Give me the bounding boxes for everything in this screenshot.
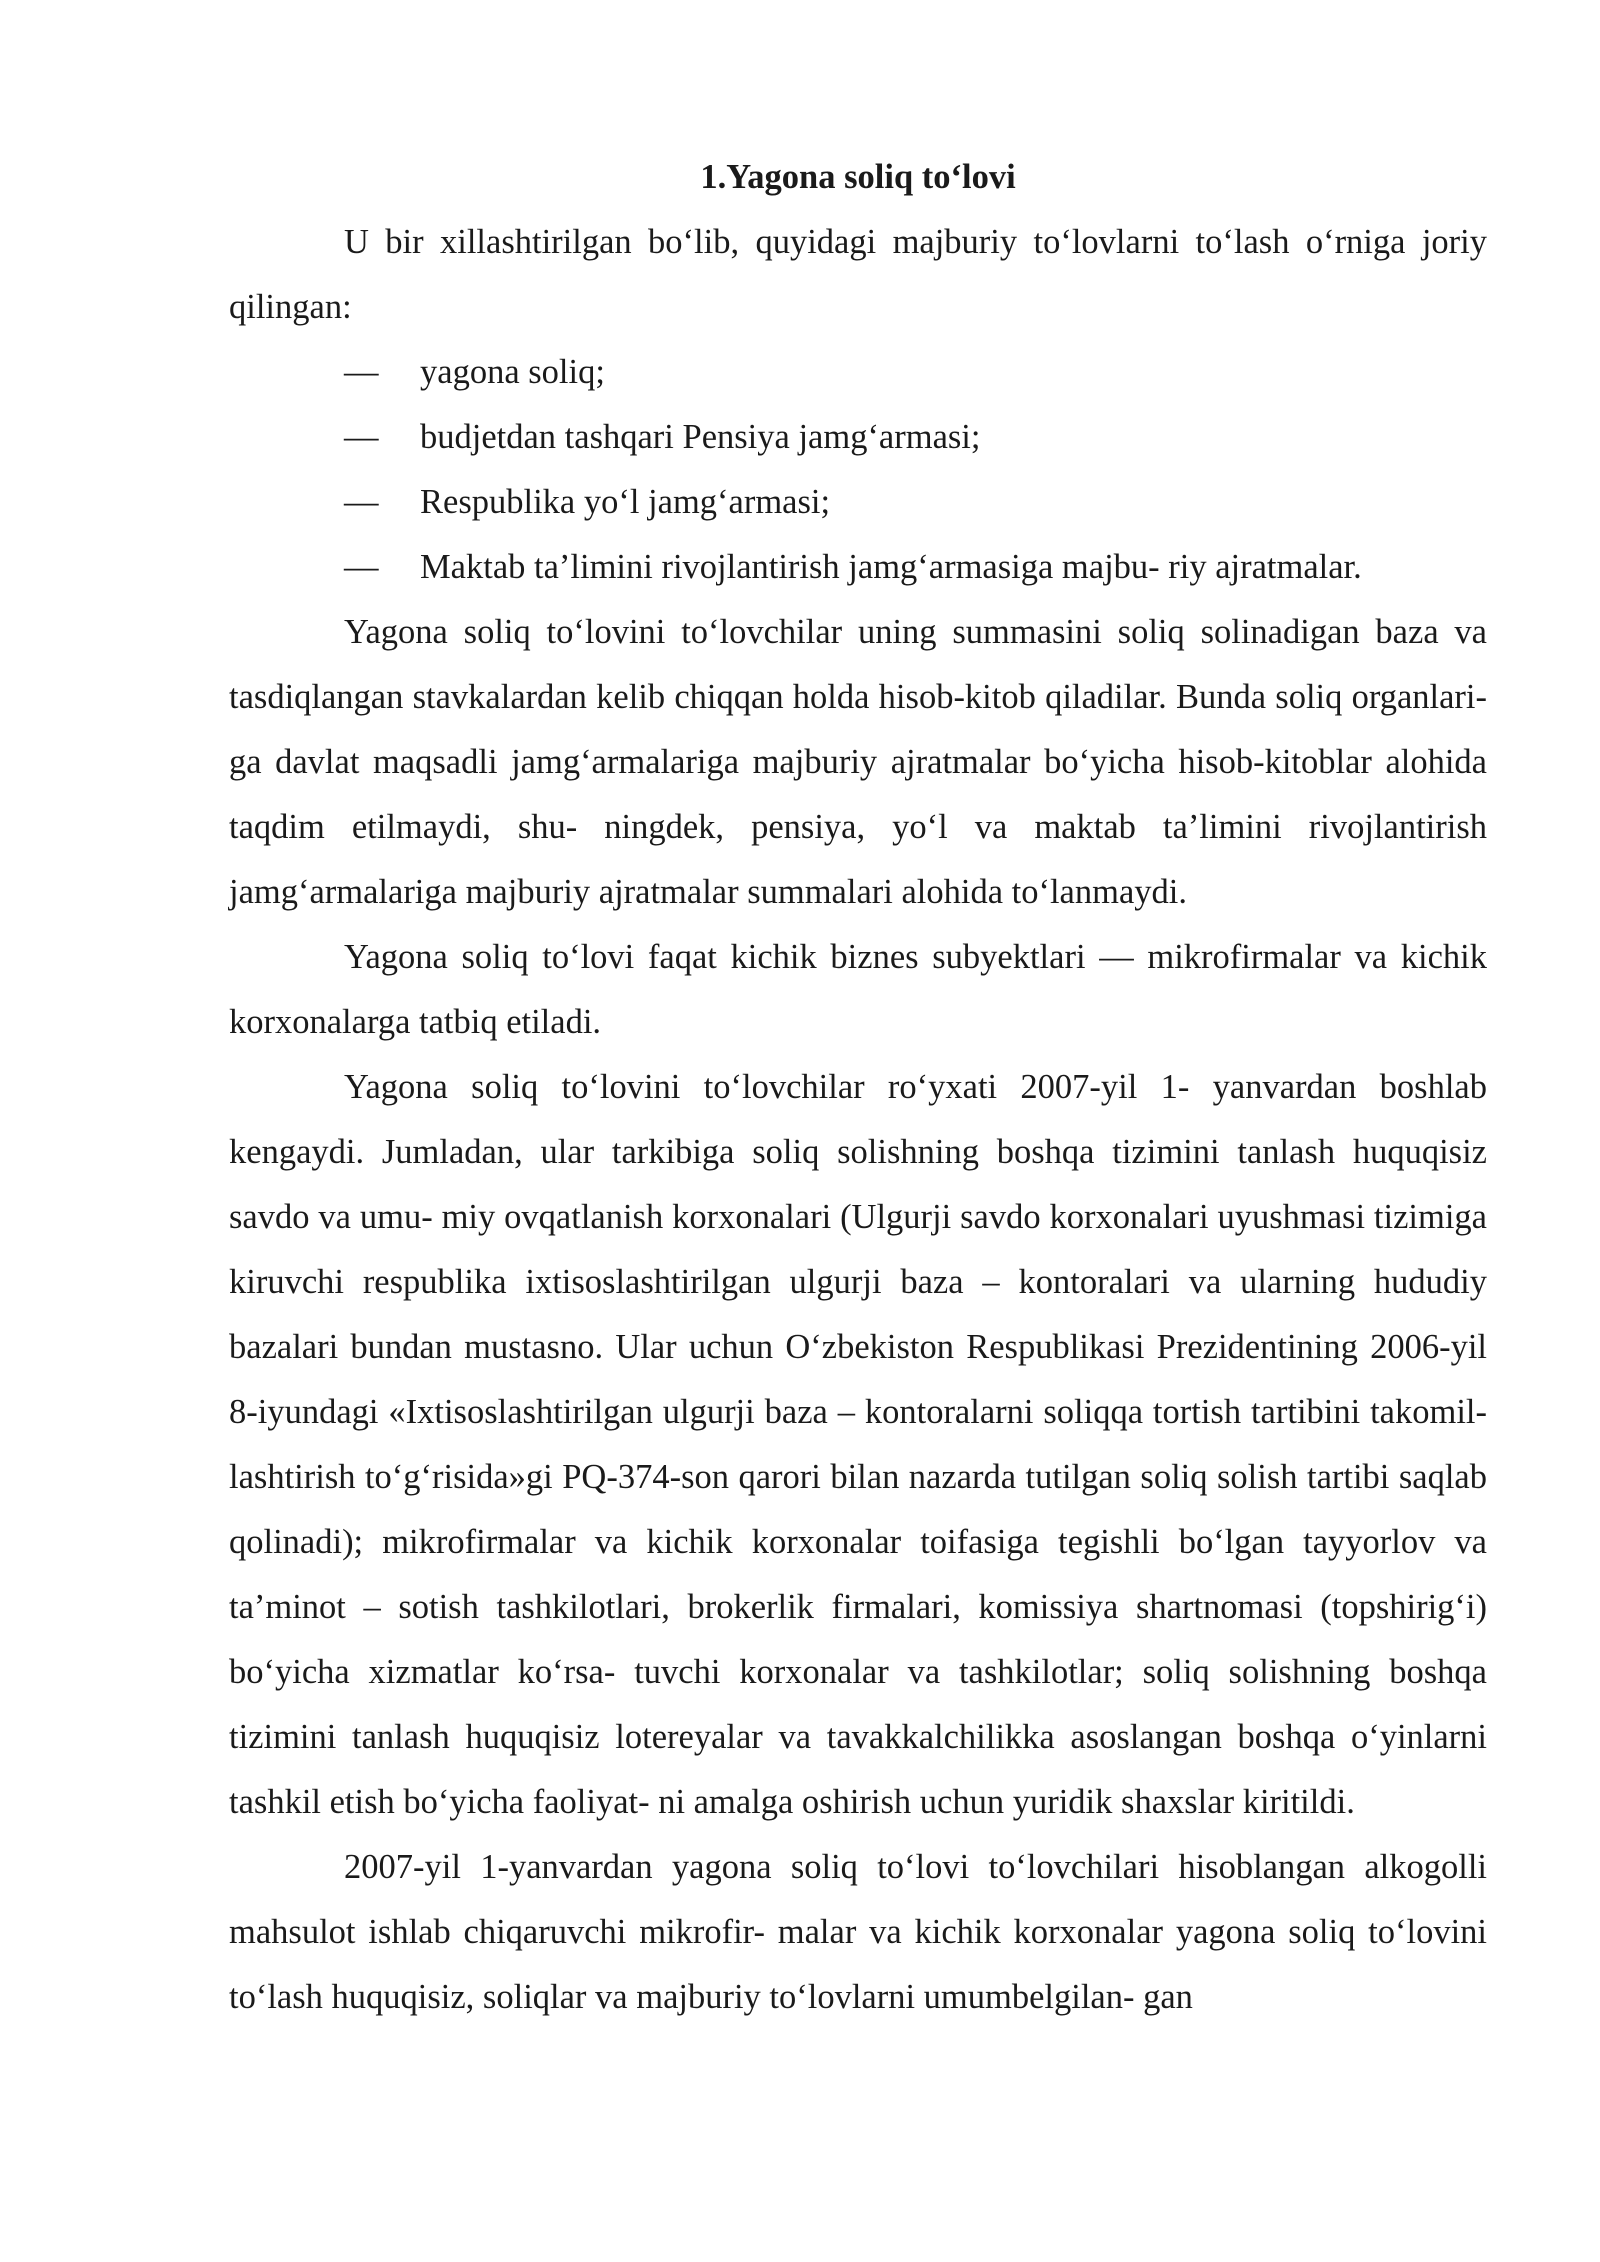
document-page	[229, 145, 1487, 2030]
list-item-text: yagona soliq;	[420, 353, 605, 391]
dash-marker: —	[344, 483, 379, 521]
list-item	[229, 470, 1487, 535]
body-paragraph: Yagona soliq to‘lovini to‘lovchilar ro‘yxati 2007-yil 1- yanvardan boshlab kengaydi. Jumladan, ular tarkibiga soliq solishning boshqa tizimini tanlash huquqisiz savdo va umu- miy ovqatlanish korxonalari (Ulgurji savdo korxonalari uyushmasi tizimiga kiruvchi respublika ixtisoslashtirilgan ulgurji baza – kontoralari va ularning hududiy bazalari bundan mustasno. Ular uchun O‘zbekiston Respublikasi Prezidentining 2006-yil 8-iyundagi «Ixtisoslashtirilgan ulgurji baza – kontoralarni soliqqa tortish tartibini takomil- lashtirish to‘g‘risida»gi PQ-374-son qarori bilan nazarda tutilgan soliq solish tartibi saqlab qolinadi); mikrofirmalar va kichik korxonalar toifasiga tegishli bo‘lgan tayyorlov va ta’minot – sotish tashkilotlari, brokerlik firmalari, komissiya shartnomasi (topshirig‘i) bo‘yicha xizmatlar ko‘rsa- tuvchi korxonalar va tashkilotlar; soliq solishning boshqa tizimini tanlash huquqisiz lotereyalar va tavakkalchilikka asoslangan boshqa o‘yinlarni tashkil etish bo‘yicha faoliyat- ni amalga oshirish uchun yuridik shaxslar kiritildi.	[229, 1068, 1487, 1821]
body-paragraph: Yagona soliq to‘lovi faqat kichik biznes subyektlari — mikrofirmalar va kichik korxonalarga tatbiq etiladi.	[229, 938, 1487, 1041]
list-item	[229, 535, 1487, 600]
body-paragraph: Yagona soliq to‘lovini to‘lovchilar uning summasini soliq solinadigan baza va tasdiqlangan stavkalardan kelib chiqqan holda hisob-kitob qiladilar. Bunda soliq organlari- ga davlat maqsadli jamg‘armalariga majburiy ajratmalar bo‘yicha hisob-kitoblar alohida taqdim etilmaydi, shu- ningdek, pensiya, yo‘l va maktab ta’limini rivojlantirish jamg‘armalariga majburiy ajratmalar summalari alohida to‘lanmaydi.	[229, 613, 1487, 911]
dash-marker: —	[344, 418, 379, 456]
dash-marker: —	[344, 548, 379, 586]
payments-list	[229, 340, 1487, 600]
list-item-text: budjetdan tashqari Pensiya jamg‘armasi;	[420, 418, 981, 456]
list-item	[229, 405, 1487, 470]
list-item	[229, 340, 1487, 405]
section-title: 1.Yagona soliq to‘lovi	[700, 158, 1016, 196]
body-paragraph: 2007-yil 1-yanvardan yagona soliq to‘lovi to‘lovchilari hisoblangan alkogolli mahsulot ishlab chiqaruvchi mikrofir- malar va kichik korxonalar yagona soliq to‘lovini to‘lash huquqisiz, soliqlar va majburiy to‘lovlarni umumbelgilan- gan	[229, 1848, 1487, 2016]
dash-marker: —	[344, 353, 379, 391]
intro-paragraph: U bir xillashtirilgan bo‘lib, quyidagi majburiy to‘lovlarni to‘lash o‘rniga joriy qilingan:	[229, 223, 1487, 326]
list-item-text: Maktab ta’limini rivojlantirish jamg‘armasiga majbu- riy ajratmalar.	[420, 548, 1362, 586]
list-item-text: Respublika yo‘l jamg‘armasi;	[420, 483, 831, 521]
